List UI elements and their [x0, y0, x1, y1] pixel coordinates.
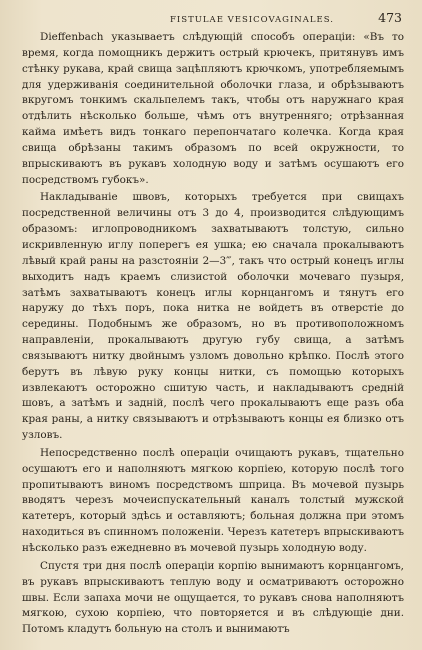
body-text	[22, 30, 404, 638]
paragraph-suturing: Накладываніе швовъ, которыхъ требуется при свищахъ посредственной величины отъ 3 до 4, производится слѣдующимъ образомъ: иглопроводникомъ захватываютъ толстую, сильно искривленную иглу поперегъ ея ушка; ею сначала прокалываютъ лѣвый край раны на разстояніи 2—3‴, такъ что острый конецъ иглы выходитъ надъ краемъ слизистой оболочки мочеваго пузыря, затѣмъ захватываютъ конецъ иглы корнцангомъ и тянутъ его наружу до тѣхъ поръ, пока нитка не войдетъ въ отверстіе до середины. Подобнымъ же образомъ, но въ противоположномъ направленіи, прокалываютъ другую губу свища, а затѣмъ связываютъ нитку двойнымъ узломъ довольно крѣпко. Послѣ этого берутъ въ лѣвую руку концы нитки, съ помощью которыхъ извлекаютъ осторожно сшитую часть, и накладываютъ средній шовъ, а затѣмъ и задній, послѣ чего прокалываютъ еще разъ оба края раны, а нитку связываютъ и отрѣзываютъ концы ея близко отъ узловъ.	[22, 191, 404, 442]
paragraph-dieffenbach-method: Dieffenbach указываетъ слѣдующій способъ операціи: «Въ то время, когда помощникъ держитъ острый крючекъ, притянувъ имъ стѣнку рукава, край свища зацѣпляютъ крючкомъ, употребляемымъ для удерживанія соединительной оболочки глаза, и обрѣзываютъ вкругомъ тонкимъ скальпелемъ такъ, чтобы отъ наружнаго края отдѣлить нѣсколько больше, чѣмъ отъ внутренняго; отрѣзанная кайма имѣетъ видъ тонкаго перепончатаго колечка. Когда края свища обрѣзаны такимъ образомъ по всей окружности, то впрыскиваютъ въ рукавъ холодную воду и затѣмъ осушаютъ его посредствомъ губокъ».	[22, 31, 404, 186]
page-header	[22, 10, 404, 25]
running-title: FISTULAE VESICOVAGINALES.	[170, 15, 334, 25]
paragraph-post-operation: Непосредственно послѣ операціи очищаютъ рукавъ, тщательно осушаютъ его и наполняютъ мягкою корпіею, которую послѣ того пропитываютъ виномъ посредствомъ шприца. Въ мочевой пузырь вводятъ черезъ мочеиспускательный каналъ толстый мужской катетеръ, который здѣсь и оставляютъ; больная должна при этомъ находиться въ спинномъ положеніи. Черезъ катетеръ впрыскиваютъ нѣсколько разъ ежедневно въ мочевой пузырь холодную воду.	[22, 446, 404, 554]
paragraph-after-three-days: Спустя три дня послѣ операціи корпію вынимаютъ корнцангомъ, въ рукавъ впрыскиваютъ теплую воду и осматриваютъ осторожно швы. Если запаха мочи не ощущается, то рукавъ снова наполняютъ мягкою, сухою корпіею, что повторяется и въ слѣдующіе дни. Потомъ кладутъ больную на столъ и вынимаютъ	[22, 559, 404, 636]
page-number: 473	[378, 10, 402, 25]
